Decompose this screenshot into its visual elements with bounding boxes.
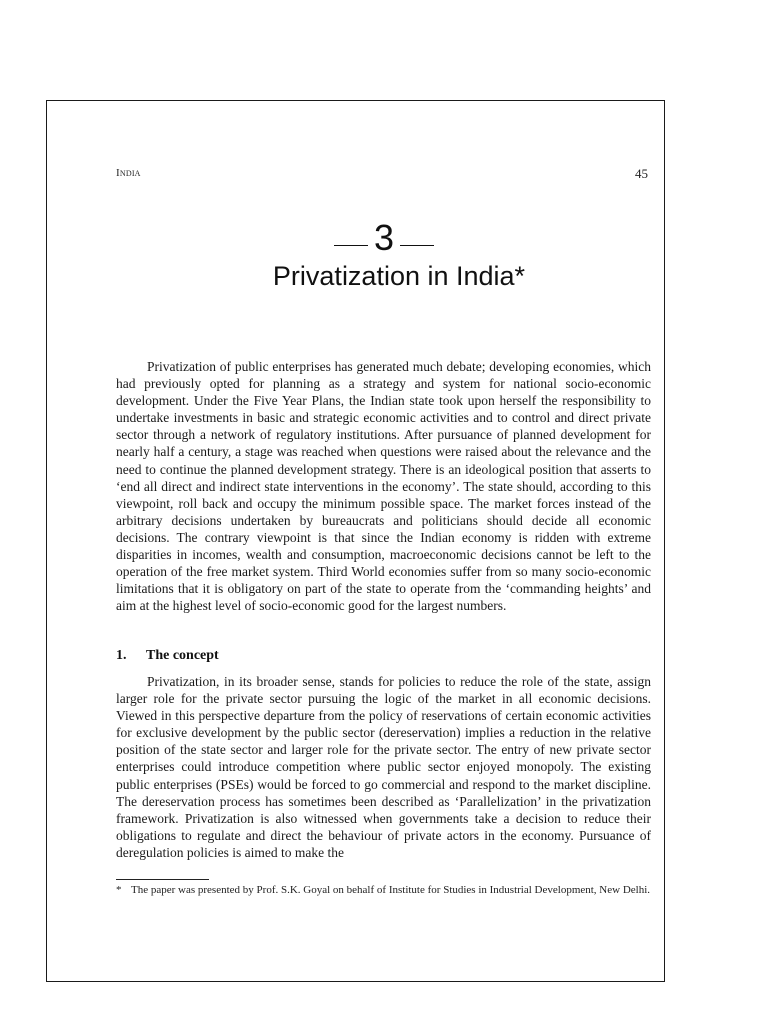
chapter-number bbox=[0, 218, 768, 258]
chapter-rule-left bbox=[334, 245, 368, 246]
running-head: India bbox=[116, 167, 141, 179]
chapter-number-text: 3 bbox=[373, 217, 395, 258]
footnote-mark: * bbox=[116, 884, 122, 896]
chapter-rule-right bbox=[400, 245, 434, 246]
section-title: The concept bbox=[146, 648, 219, 663]
page-number: 45 bbox=[635, 166, 648, 181]
footnote-rule bbox=[116, 879, 209, 880]
footnote-text: The paper was presented by Prof. S.K. Goyal on behalf of Institute for Studies in Industrial Development, New Delhi. bbox=[131, 884, 651, 896]
concept-paragraph: Privatization, in its broader sense, stands for policies to reduce the role of the state, assign larger role for the private sector pursuing the logic of the market in all economic decisions. Viewed in this perspective departure from the policy of reservations of certain economic activities for exclusive development by the public sector (dereservation) implies a reduction in the relative position of the state sector and larger role for the private sector. The entry of new private sector enterprises could introduce competition where public sector enjoyed monopoly. The existing public enterprises (PSEs) would be forced to go commercial and respond to the market discipline. The dereservation process has sometimes been described as ‘Parallelization’ in the privatization framework. Privatization is also witnessed when governments take a decision to reduce their obligations to regulate and direct the behaviour of private actors in the economy. Pursuance of deregulation policies is aimed to make the bbox=[116, 674, 651, 860]
section-number: 1. bbox=[116, 648, 127, 663]
intro-paragraph: Privatization of public enterprises has generated much debate; developing economies, which had previously opted for planning as a strategy and system for national socio-economic development. Under the Five Year Plans, the Indian state took upon herself the responsibility to undertake investments in basic and strategic economic activities and to control and direct private sector through a network of regulatory institutions. After pursuance of planned development for nearly half a century, a stage was reached when questions were raised about the relevance and the need to continue the planned development strategy. There is an ideological position that asserts to ‘end all direct and indirect state interventions in the economy’. The state should, according to this viewpoint, roll back and occupy the minimum possible space. The market forces instead of the arbitrary decisions undertaken by bureaucrats and politicians should decide all economic decisions. The contrary viewpoint is that since the Indian economy is ridden with extreme disparities in incomes, wealth and consumption, macroeconomic decisions cannot be left to the operation of the free market system. Third World economies suffer from so many socio-economic limitations that it is obligatory on part of the state to operate from the ‘commanding heights’ and aim at the highest level of socio-economic good for the largest numbers. bbox=[116, 359, 651, 614]
chapter-title: Privatization in India* bbox=[272, 261, 526, 291]
section-heading bbox=[116, 648, 219, 664]
footnote bbox=[116, 883, 651, 897]
